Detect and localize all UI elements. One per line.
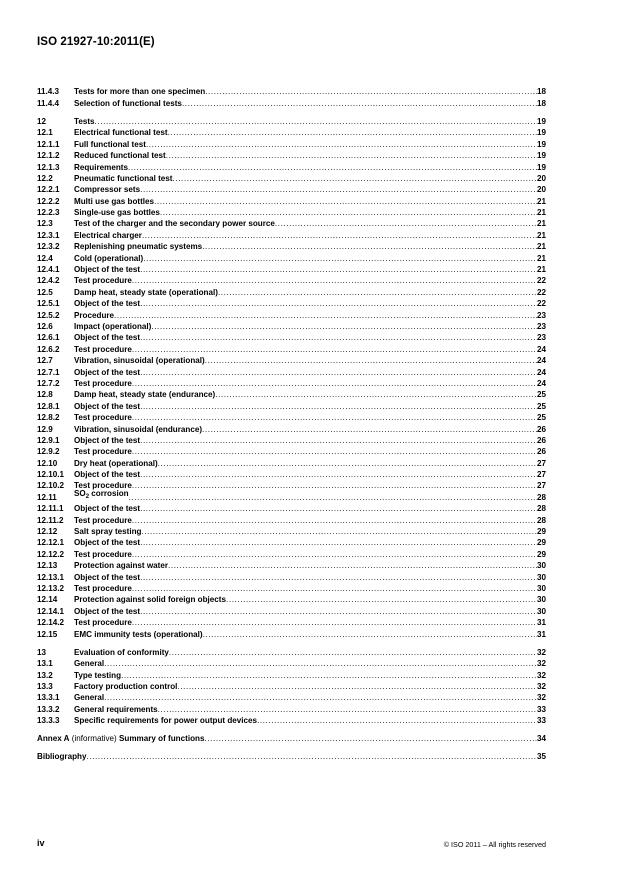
toc-entry[interactable] — [37, 195, 546, 206]
toc-entry-number: 12.14.1 — [37, 606, 65, 616]
toc-dot-leader — [204, 733, 537, 744]
toc-entry[interactable] — [37, 321, 546, 332]
toc-entry[interactable] — [37, 412, 546, 423]
toc-entry-page: 32 — [536, 670, 546, 680]
toc-entry-number: 13.3.2 — [37, 704, 60, 714]
toc-entry-page: 23 — [536, 310, 546, 320]
toc-entry[interactable] — [37, 560, 546, 571]
toc-entry-page: 33 — [536, 716, 546, 726]
toc-entry[interactable] — [37, 526, 546, 537]
toc-entry-title: Pneumatic functional test — [74, 173, 173, 183]
toc-entry-title: Object of the test — [74, 470, 141, 480]
toc-entry[interactable] — [37, 343, 546, 354]
toc-entry-page: 20 — [536, 185, 546, 195]
toc-dot-leader — [132, 446, 537, 457]
toc-entry-title: Object of the test — [74, 333, 141, 343]
toc-entry[interactable] — [37, 286, 546, 297]
toc-entry-page: 21 — [536, 253, 546, 263]
toc-entry-page: 24 — [536, 367, 546, 377]
toc-entry[interactable] — [37, 218, 546, 229]
toc-dot-leader — [95, 116, 537, 127]
toc-entry-page: 25 — [536, 401, 546, 411]
toc-entry-page: 32 — [536, 693, 546, 703]
toc-entry-title: Compressor sets — [74, 185, 141, 195]
toc-entry-page: 24 — [536, 356, 546, 366]
toc-dot-leader — [140, 469, 537, 480]
toc-entry-number: 12.5.1 — [37, 299, 60, 309]
toc-entry[interactable] — [37, 184, 546, 195]
toc-entry-number: 12.9.2 — [37, 447, 60, 457]
toc-dot-leader — [143, 253, 537, 264]
toc-entry-number: 13.1 — [37, 659, 53, 669]
toc-dot-leader — [141, 526, 537, 537]
toc-entry-number: 12.9 — [37, 424, 53, 434]
toc-entry-page: 25 — [536, 390, 546, 400]
toc-entry[interactable] — [37, 571, 546, 582]
toc-entry-number: 12.11 — [37, 492, 57, 502]
toc-dot-leader — [86, 751, 537, 762]
toc-entry-page: 30 — [536, 572, 546, 582]
toc-entry-title: Object of the test — [74, 401, 141, 411]
toc-entry-page: 23 — [536, 322, 546, 331]
toc-entry-title: Protection against solid foreign objects — [74, 595, 227, 605]
toc-dot-leader — [215, 389, 537, 400]
toc-entry-title: Test procedure — [74, 481, 132, 491]
toc-entry-title: Protection against water — [74, 561, 168, 571]
toc-dot-leader — [132, 515, 537, 526]
toc-entry[interactable] — [37, 469, 546, 480]
toc-entry-title: Tests — [74, 116, 95, 126]
toc-entry-number: 12.1.2 — [37, 151, 60, 161]
toc-entry-title: Test procedure — [74, 618, 132, 628]
toc-dot-leader — [121, 670, 537, 681]
toc-entry[interactable] — [37, 116, 546, 127]
toc-entry[interactable] — [37, 681, 546, 692]
toc-entry-page: 21 — [536, 208, 546, 218]
toc-entry-title: Test procedure — [74, 378, 132, 388]
toc-entry-page: 33 — [536, 704, 546, 714]
toc-entry[interactable] — [37, 229, 546, 240]
toc-entry-number: 12.4.1 — [37, 265, 60, 275]
toc-entry-page: 22 — [536, 299, 546, 309]
toc-entry-title: Object of the test — [74, 435, 141, 445]
toc-entry-number: 12.6.2 — [37, 344, 60, 354]
toc-entry-number: 12.14.2 — [37, 618, 65, 628]
toc-entry[interactable] — [37, 457, 546, 468]
toc-entry-page: 18 — [536, 98, 546, 108]
toc-dot-leader — [129, 492, 537, 503]
toc-entry-number: 11.4.3 — [37, 87, 60, 97]
toc-entry-number: 12.6.1 — [37, 333, 60, 343]
toc-entry-title: Type testing — [74, 670, 122, 680]
copyright-notice: © ISO 2011 – All rights reserved — [443, 840, 546, 849]
toc-dot-leader — [140, 367, 537, 378]
toc-entry[interactable] — [37, 669, 546, 680]
document-header: ISO 21927-10:2011(E) — [37, 36, 155, 48]
toc-entry[interactable] — [37, 514, 546, 525]
toc-entry-title: Selection of functional tests — [74, 98, 182, 108]
toc-entry-page: 30 — [536, 583, 546, 593]
toc-entry-page: 29 — [536, 527, 546, 537]
toc-entry[interactable] — [37, 646, 546, 657]
toc-entry-number: 12.1.1 — [37, 139, 60, 149]
toc-entry[interactable] — [37, 488, 546, 502]
toc-entry[interactable] — [37, 435, 546, 446]
page-number: iv — [37, 838, 45, 848]
toc-dot-leader — [275, 218, 537, 229]
toc-entry-page: 24 — [536, 344, 546, 354]
toc-entry-title: Dry heat (operational) — [74, 458, 158, 468]
toc-dot-leader — [104, 658, 537, 669]
toc-entry[interactable] — [37, 503, 546, 514]
toc-dot-leader — [169, 647, 537, 658]
toc-entry-number: 12.8.2 — [37, 413, 60, 423]
toc-entry[interactable] — [37, 733, 546, 744]
toc-entry-page: 23 — [536, 333, 546, 343]
toc-entry-page: 28 — [536, 504, 546, 514]
toc-entry-page: 20 — [536, 173, 546, 183]
toc-entry-page: 27 — [536, 458, 546, 468]
toc-dot-leader — [132, 480, 537, 491]
toc-entry-title: Impact (operational) — [74, 322, 152, 331]
toc-dot-leader — [205, 86, 537, 97]
toc-entry[interactable] — [37, 207, 546, 218]
toc-entry-title: Test procedure — [74, 447, 132, 457]
toc-entry-number: 12.5.2 — [37, 310, 60, 320]
toc-entry-number: 12.11.1 — [37, 504, 64, 514]
toc-entry-number: 13.3.1 — [37, 693, 60, 703]
toc-dot-leader — [226, 594, 537, 605]
toc-entry-title: Single-use gas bottles — [74, 208, 160, 218]
toc-entry-title: Object of the test — [74, 606, 141, 616]
toc-dot-leader — [132, 412, 537, 423]
toc-entry-title: Test procedure — [74, 413, 132, 423]
toc-entry-page: 26 — [536, 424, 546, 434]
toc-entry-title: Damp heat, steady state (operational) — [74, 287, 218, 297]
toc-entry-number: 12.11.2 — [37, 515, 64, 525]
toc-dot-leader — [128, 162, 537, 173]
toc-entry-title: Specific requirements for power output devices — [74, 716, 258, 726]
toc-entry-title: Cold (operational) — [74, 253, 144, 263]
toc-entry[interactable] — [37, 161, 546, 172]
toc-dot-leader — [158, 458, 537, 469]
toc-dot-leader — [140, 435, 537, 446]
toc-entry[interactable] — [37, 594, 546, 605]
toc-dot-leader — [132, 549, 537, 560]
toc-entry-title: Test of the charger and the secondary power source — [74, 219, 275, 229]
toc-entry-title: Test procedure — [74, 549, 132, 559]
toc-entry-title: Vibration, sinusoidal (endurance) — [74, 424, 203, 434]
toc-dot-leader — [132, 583, 537, 594]
toc-dot-leader — [140, 606, 537, 617]
toc-entry-title: EMC immunity tests (operational) — [74, 629, 203, 639]
toc-entry[interactable] — [37, 173, 546, 184]
toc-entry[interactable] — [37, 275, 546, 286]
toc-entry-title: Test procedure — [74, 515, 132, 525]
toc-dot-leader — [142, 230, 537, 241]
toc-entry-page: 25 — [536, 413, 546, 423]
toc-entry-page: 31 — [536, 629, 546, 639]
toc-entry-number: 12.7.1 — [37, 367, 60, 377]
toc-entry[interactable] — [37, 400, 546, 411]
toc-entry-page: 19 — [536, 162, 546, 172]
toc-entry-title: Test procedure — [74, 344, 132, 354]
toc-entry-page: 35 — [536, 752, 546, 762]
toc-entry-number: 12.3.1 — [37, 230, 60, 240]
toc-entry-number: 12.8 — [37, 390, 53, 400]
toc-entry-number: 12.13 — [37, 561, 58, 571]
toc-entry[interactable] — [37, 138, 546, 149]
toc-dot-leader — [168, 560, 537, 571]
toc-dot-leader — [132, 344, 537, 355]
toc-dot-leader — [158, 704, 537, 715]
toc-entry-title: Object of the test — [74, 504, 141, 514]
toc-entry[interactable] — [37, 97, 546, 108]
toc-entry-title: Vibration, sinusoidal (operational) — [74, 356, 205, 366]
toc-dot-leader — [140, 298, 537, 309]
toc-entry-page: 29 — [536, 549, 546, 559]
toc-entry[interactable] — [37, 537, 546, 548]
toc-dot-leader — [140, 537, 537, 548]
toc-entry-page: 27 — [536, 481, 546, 491]
toc-entry-title: Evaluation of conformity — [74, 647, 169, 657]
table-of-contents — [37, 86, 546, 762]
toc-entry[interactable] — [37, 264, 546, 275]
toc-dot-leader — [140, 184, 537, 195]
toc-entry[interactable] — [37, 241, 546, 252]
toc-entry-title: Object of the test — [74, 265, 141, 275]
toc-dot-leader — [132, 275, 537, 286]
toc-entry-number: 12.4.2 — [37, 276, 60, 286]
toc-entry-title: Test procedure — [74, 276, 132, 286]
toc-dot-leader — [140, 264, 537, 275]
toc-entry[interactable] — [37, 446, 546, 457]
toc-entry-title: Damp heat, steady state (endurance) — [74, 390, 216, 400]
toc-entry-page: 28 — [536, 515, 546, 525]
toc-dot-leader — [173, 173, 537, 184]
toc-entry-number: 12.10.2 — [37, 481, 65, 491]
toc-entry-number: 12.5 — [37, 287, 53, 297]
toc-entry-number: 12.1.3 — [37, 162, 60, 172]
toc-dot-leader — [140, 503, 537, 514]
toc-entry[interactable] — [37, 309, 546, 320]
toc-entry[interactable] — [37, 332, 546, 343]
toc-entry-title: General requirements — [74, 704, 158, 714]
toc-entry-number: 12.2.2 — [37, 196, 60, 206]
toc-entry[interactable] — [37, 378, 546, 389]
toc-entry-page: 31 — [536, 618, 546, 628]
toc-dot-leader — [218, 287, 537, 298]
toc-dot-leader — [177, 681, 537, 692]
toc-entry-title: Factory production control — [74, 681, 178, 691]
toc-entry-page: 19 — [536, 128, 546, 138]
toc-entry[interactable] — [37, 583, 546, 594]
toc-entry-title: Replenishing pneumatic systems — [74, 242, 203, 252]
toc-entry-page: 32 — [536, 681, 546, 691]
toc-entry-number: 12.3.2 — [37, 242, 60, 252]
toc-entry-title: Electrical functional test — [74, 128, 168, 138]
toc-entry-title: Requirements — [74, 162, 128, 172]
toc-entry-page: 29 — [536, 538, 546, 548]
toc-dot-leader — [132, 378, 537, 389]
toc-entry-page: 32 — [536, 647, 546, 657]
toc-entry-title: Multi use gas bottles — [74, 196, 155, 206]
toc-entry-number: 12.13.1 — [37, 572, 65, 582]
toc-entry-number: 12.2 — [37, 173, 53, 183]
toc-entry-number: 12.14 — [37, 595, 58, 605]
toc-entry-page: 22 — [536, 287, 546, 297]
toc-entry[interactable] — [37, 252, 546, 263]
toc-entry-page: 30 — [536, 561, 546, 571]
toc-entry-number: 12.10 — [37, 458, 58, 468]
toc-entry-title: Procedure — [74, 310, 115, 320]
toc-dot-leader — [132, 617, 537, 628]
toc-entry-page: 21 — [536, 230, 546, 240]
toc-entry-title: Reduced functional test — [74, 151, 166, 161]
toc-entry-title: Full functional test — [74, 139, 146, 149]
toc-dot-leader — [104, 692, 537, 703]
toc-entry-title: Object of the test — [74, 367, 141, 377]
toc-entry-page: 32 — [536, 659, 546, 669]
toc-dot-leader — [202, 424, 537, 435]
toc-entry-number: 12.12.1 — [37, 538, 65, 548]
toc-entry-page: 30 — [536, 595, 546, 605]
toc-dot-leader — [202, 241, 537, 252]
toc-entry[interactable] — [37, 692, 546, 703]
toc-entry-title: Object of the test — [74, 572, 141, 582]
toc-entry-number: 12 — [37, 116, 47, 126]
toc-entry-title: General — [74, 659, 105, 669]
toc-entry-number: 12.12.2 — [37, 549, 65, 559]
toc-entry-page: 19 — [536, 116, 546, 126]
toc-entry-title: Object of the test — [74, 538, 141, 548]
toc-dot-leader — [140, 401, 537, 412]
toc-entry[interactable] — [37, 127, 546, 138]
toc-entry-page: 24 — [536, 378, 546, 388]
toc-entry-number: 12.4 — [37, 253, 53, 263]
toc-entry-page: 21 — [536, 242, 546, 252]
toc-entry[interactable] — [37, 548, 546, 559]
toc-entry-title: Bibliography — [37, 752, 87, 762]
toc-entry[interactable] — [37, 605, 546, 616]
toc-dot-leader — [140, 332, 537, 343]
toc-entry[interactable] — [37, 658, 546, 669]
toc-entry-title: Electrical charger — [74, 230, 142, 240]
toc-entry[interactable] — [37, 366, 546, 377]
toc-entry-number: 11.4.4 — [37, 98, 60, 108]
toc-entry-page: 27 — [536, 470, 546, 480]
toc-entry-number: 12.1 — [37, 128, 53, 138]
toc-entry-number: 13.3.3 — [37, 716, 60, 726]
toc-entry-number: 12.12 — [37, 527, 58, 537]
toc-entry-page: 19 — [536, 151, 546, 161]
toc-entry[interactable] — [37, 628, 546, 639]
toc-dot-leader — [182, 98, 537, 109]
toc-entry-number: 12.2.1 — [37, 185, 60, 195]
toc-entry-title: Object of the test — [74, 299, 141, 309]
toc-entry-number: 12.6 — [37, 322, 53, 331]
toc-entry[interactable] — [37, 86, 546, 97]
toc-entry[interactable] — [37, 389, 546, 400]
toc-entry-title: Annex A (informative) Summary of functions — [37, 734, 205, 744]
toc-entry[interactable] — [37, 703, 546, 714]
toc-entry-number: 12.2.3 — [37, 208, 60, 218]
toc-entry[interactable] — [37, 355, 546, 366]
toc-dot-leader — [114, 310, 537, 321]
toc-entry-page: 22 — [536, 276, 546, 286]
toc-entry-title: Test procedure — [74, 583, 132, 593]
toc-entry-title: $SO_2$ corrosion — [74, 488, 129, 500]
toc-dot-leader — [166, 150, 537, 161]
toc-entry-page: 21 — [536, 196, 546, 206]
toc-entry-title: General — [74, 693, 105, 703]
toc-dot-leader — [154, 196, 537, 207]
toc-entry-number: 12.3 — [37, 219, 53, 229]
toc-dot-leader — [168, 127, 537, 138]
toc-entry-page: 18 — [536, 87, 546, 97]
toc-entry[interactable] — [37, 751, 546, 762]
toc-entry[interactable] — [37, 423, 546, 434]
toc-dot-leader — [257, 715, 537, 726]
toc-entry-number: 13.2 — [37, 670, 53, 680]
toc-dot-leader — [160, 207, 537, 218]
toc-entry-page: 28 — [536, 492, 546, 502]
toc-entry-page: 30 — [536, 606, 546, 616]
toc-entry-number: 13.3 — [37, 681, 53, 691]
toc-dot-leader — [146, 139, 537, 150]
toc-entry[interactable] — [37, 150, 546, 161]
toc-entry-page: 21 — [536, 265, 546, 275]
toc-entry-page: 26 — [536, 447, 546, 457]
toc-entry-number: 12.15 — [37, 629, 58, 639]
toc-entry-number: 12.7.2 — [37, 378, 60, 388]
toc-entry-title: Tests for more than one specimen — [74, 87, 206, 97]
toc-entry-number: 12.8.1 — [37, 401, 60, 411]
toc-entry-number: 13 — [37, 647, 47, 657]
toc-dot-leader — [140, 572, 537, 583]
toc-entry-page: 26 — [536, 435, 546, 445]
toc-entry-page: 21 — [536, 219, 546, 229]
toc-entry-number: 12.7 — [37, 356, 53, 366]
toc-entry[interactable] — [37, 715, 546, 726]
toc-dot-leader — [203, 629, 537, 640]
toc-entry-number: 12.10.1 — [37, 470, 65, 480]
toc-entry-page: 19 — [536, 139, 546, 149]
toc-entry[interactable] — [37, 617, 546, 628]
toc-entry-title: Salt spray testing — [74, 527, 142, 537]
toc-entry[interactable] — [37, 298, 546, 309]
toc-entry-page: 34 — [536, 734, 546, 744]
toc-dot-leader — [151, 321, 537, 332]
toc-entry-number: 12.13.2 — [37, 583, 65, 593]
toc-dot-leader — [205, 355, 537, 366]
toc-entry-number: 12.9.1 — [37, 435, 60, 445]
